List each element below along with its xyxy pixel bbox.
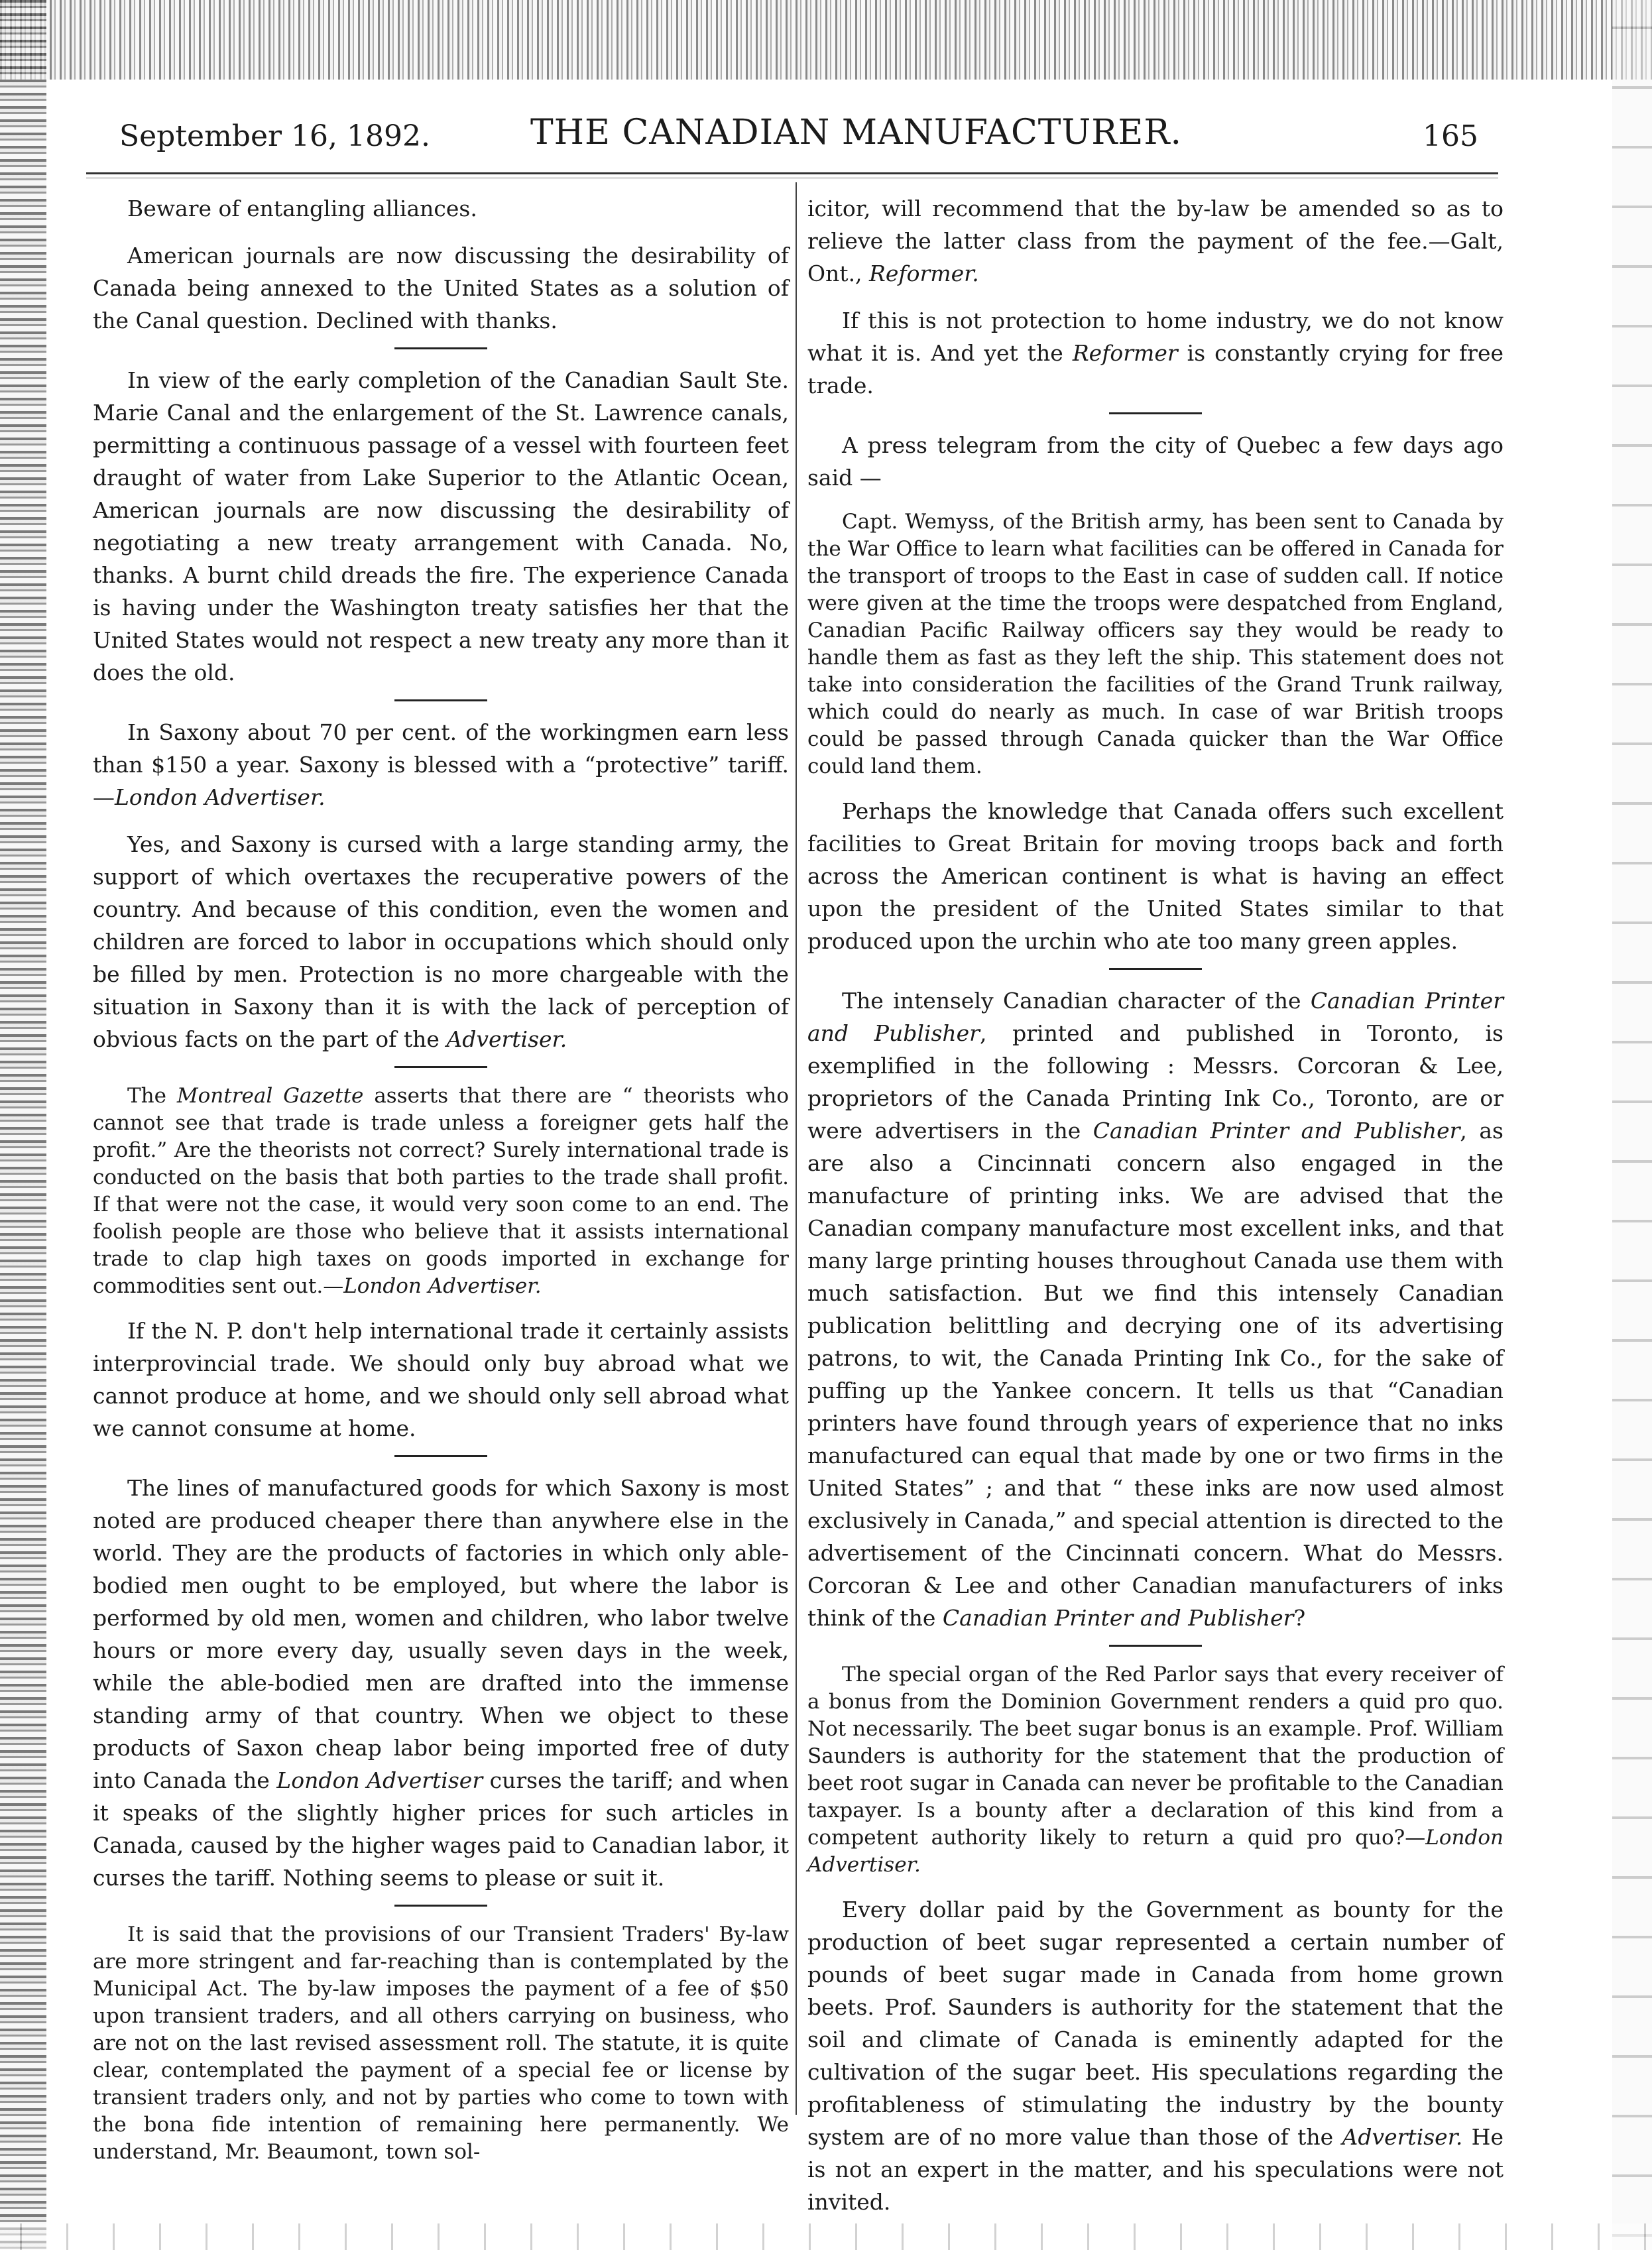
newspaper-name: Reformer. xyxy=(869,261,979,286)
scan-edge-top xyxy=(0,0,1652,80)
paragraph-text: , printed and published in Toronto, is exemplified in the following : Messrs. Corcoran & Lee, proprietors of the Canada Printing Ink Co., Toronto, are or were advertisers in the xyxy=(807,1020,1504,1144)
newspaper-name: Canadian Printer and Publisher xyxy=(1092,1118,1460,1144)
paragraph-text: is constantly crying for free trade. xyxy=(807,340,1504,398)
publication-title: THE CANADIAN MANUFACTURER. xyxy=(530,113,1183,152)
header-rule xyxy=(86,172,1498,174)
section-separator xyxy=(1109,968,1202,970)
paragraph-text: The intensely Canadian character of the xyxy=(842,988,1311,1014)
paragraph-text: The special organ of the Red Parlor says that every receiver of a bonus from the Dominion Government renders a quid pro quo. Not necessarily. The beet sugar bonus is an example. Prof. William Saunders is authority for the statement that the production of beet root sugar in Canada can never be profitable to the Canadian taxpayer. Is a bounty after a declaration of this kind from a competent authority likely to return a quid pro quo?— xyxy=(807,1663,1504,1850)
paragraph xyxy=(93,1083,789,1300)
paragraph-text: curses the tariff; and when it speaks of the slightly higher prices for such articles in Canada, caused by the higher wages paid to Canadian labor, it curses the tariff. Nothing seems to please or suit it. xyxy=(93,1767,789,1891)
left-column xyxy=(93,192,789,2166)
paragraph-text: He is not an expert in the matter, and his speculations were not invited. xyxy=(807,2124,1504,2215)
source-citation: London Advertiser. xyxy=(343,1274,542,1298)
source-citation: Advertiser. xyxy=(446,1026,567,1052)
paragraph xyxy=(807,304,1504,402)
paragraph-text: The xyxy=(127,1084,177,1108)
section-separator xyxy=(394,347,487,349)
paragraph: It is said that the provisions of our Transient Traders' By-law are more stringent and far-reaching than is contemplated by the Municipal Act. The by-law imposes the payment of a fee of $50 upon transient traders, and all others carrying on business, who are not on the last revised assessment roll. The statute, it is quite clear, contemplated the payment of a special fee or license by transient traders only, and not by parties who come to town with the bona fide intention of remaining here permanently. We understand, Mr. Beaumont, town sol- xyxy=(93,1923,789,2164)
newspaper-name: London Advertiser xyxy=(276,1767,483,1793)
paragraph-text: icitor, will recommend that the by-law be amended so as to relieve the latter class from the payment of the fee.—Galt, Ont., xyxy=(807,196,1504,286)
paragraph xyxy=(93,828,789,1055)
paragraph-text: , as are also a Cincinnati concern also engaged in the manufacture of printing inks. We are advised that the Canadian company manufacture most excellent inks, and that many large printing houses throughout Canada use them with much satisfaction. But we find this intensely Canadian publication belittling and decrying one of its advertising patrons, to wit, the Canada Printing Ink Co., for the sake of puffing up the Yankee concern. It tells us that “Canadian printers have found through years of experience that no inks manufactured can equal that made by one or two firms in the United States” ; and that “ these inks are now used almost exclusively in Canada,” and special attention is directed to the advertisement of the Cincinnati concern. What do Messrs. Corcoran & Lee and other Canadian manufacturers of inks think of the xyxy=(807,1118,1504,1631)
issue-date: September 16, 1892. xyxy=(119,119,430,153)
paragraph-text: If this is not protection to home industry, we do not know what it is. And yet the xyxy=(807,308,1504,366)
section-separator xyxy=(1109,412,1202,414)
paragraph: Beware of entangling alliances. xyxy=(127,196,477,221)
paragraph: If the N. P. don't help international trade it certainly assists interprovincial trade. We should only buy abroad what we cannot produce at home, and we should only sell abroad what we cannot consume at home. xyxy=(93,1318,789,1441)
paragraph: American journals are now discussing the desirability of Canada being annexed to the United States as a solution of the Canal question. Declined with thanks. xyxy=(93,243,789,333)
scan-edge-bottom xyxy=(0,2223,1652,2250)
scan-edge-left xyxy=(0,0,46,2250)
section-separator xyxy=(394,1905,487,1907)
paragraph: In view of the early completion of the Canadian Sault Ste. Marie Canal and the enlargement of the St. Lawrence canals, permitting a continuous passage of a vessel with fourteen feet draught of water from Lake Superior to the Atlantic Ocean, American journals are now discussing the desirability of negotiating a new treaty arrangement with Canada. No, thanks. A burnt child dreads the fire. The experience Canada is having under the Washington treaty satisfies her that the United States would not respect a new treaty any more than it does the old. xyxy=(93,367,789,685)
paragraph-text: ? xyxy=(1293,1605,1306,1631)
paragraph-text: The lines of manufactured goods for which Saxony is most noted are produced cheaper there than anywhere else in the world. They are the products of factories in which only able-bodied men ought to be employed, but where the labor is performed by old men, women and children, who labor twelve hours or more every day, usually seven days in the week, while the able-bodied men are drafted into the immense standing army of that country. When we object to these products of Saxon cheap labor being imported free of duty into Canada the xyxy=(93,1475,789,1793)
newspaper-name: Montreal Gazette xyxy=(176,1084,364,1108)
source-citation: London Advertiser. xyxy=(115,784,325,810)
right-column xyxy=(807,192,1504,2218)
newspaper-name: Canadian Printer and Publisher xyxy=(942,1605,1294,1631)
paragraph xyxy=(807,192,1504,290)
newspaper-name: Advertiser. xyxy=(1342,2124,1463,2150)
paragraph xyxy=(807,1893,1504,2218)
paragraph: Perhaps the knowledge that Canada offers such excellent facilities to Great Britain for moving troops back and forth across the American continent is what is having an effect upon the president of the United States similar to that produced upon the urchin who ate too many green apples. xyxy=(807,798,1504,954)
paragraph-text: asserts that there are “ theorists who cannot see that trade is trade unless a foreigner gets half the profit.” Are the theorists not correct? Surely international trade is conducted on the basis that both parties to the trade shall profit. If that were not the case, it would very soon come to an end. The foolish people are those who believe that it assists international trade to clap high taxes on goods imported in exchange for commodities sent out.— xyxy=(93,1084,790,1298)
section-separator xyxy=(394,699,487,701)
quoted-telegram: Capt. Wemyss, of the British army, has been sent to Canada by the War Office to learn what facilities can be offered in Canada for the transport of troops to the East in case of sudden call. If notice were given at the time the troops were despatched from England, Canadian Pacific Railway officers say they would be ready to handle them as fast as they left the ship. This statement does not take into consideration the facilities of the Grand Trunk railway, which could do nearly as much. In case of war British troops could be passed through Canada quicker than the War Office could land them. xyxy=(807,510,1504,778)
paragraph-text: Yes, and Saxony is cursed with a large standing army, the support of which overtaxes the recuperative powers of the country. And because of this condition, even the women and children are forced to labor in occupations which should only be filled by men. Protection is no more chargeable with the situation in Saxony than it is with the lack of perception of obvious facts on the part of the xyxy=(93,831,789,1052)
page-header xyxy=(119,113,1485,166)
page-number: 165 xyxy=(1423,119,1478,153)
paragraph xyxy=(93,716,789,813)
column-divider xyxy=(796,182,797,2115)
source-citation: London Advertiser. xyxy=(807,1826,1504,1877)
section-separator xyxy=(1109,1645,1202,1647)
paragraph xyxy=(807,984,1504,1634)
paragraph-text: In Saxony about 70 per cent. of the workingmen earn less than $150 a year. Saxony is blessed with a “protective” tariff.— xyxy=(93,719,789,810)
paragraph xyxy=(93,1472,789,1894)
paragraph-text: Every dollar paid by the Government as bounty for the production of beet sugar represented a certain number of pounds of beet sugar made in Canada from home grown beets. Prof. Saunders is authority for the statement that the soil and climate of Canada is eminently adapted for the cultivation of the sugar beet. His speculations regarding the profitableness of stimulating the industry by the bounty system are of no more value than those of the xyxy=(807,1897,1504,2150)
newspaper-name: Canadian Printer and Publisher xyxy=(807,988,1504,1046)
section-separator xyxy=(394,1455,487,1457)
scan-edge-right xyxy=(1612,0,1652,2250)
paragraph: A press telegram from the city of Quebec a few days ago said — xyxy=(807,432,1504,491)
section-separator xyxy=(394,1066,487,1068)
newspaper-name: Reformer xyxy=(1072,340,1178,366)
paragraph xyxy=(807,1661,1504,1879)
